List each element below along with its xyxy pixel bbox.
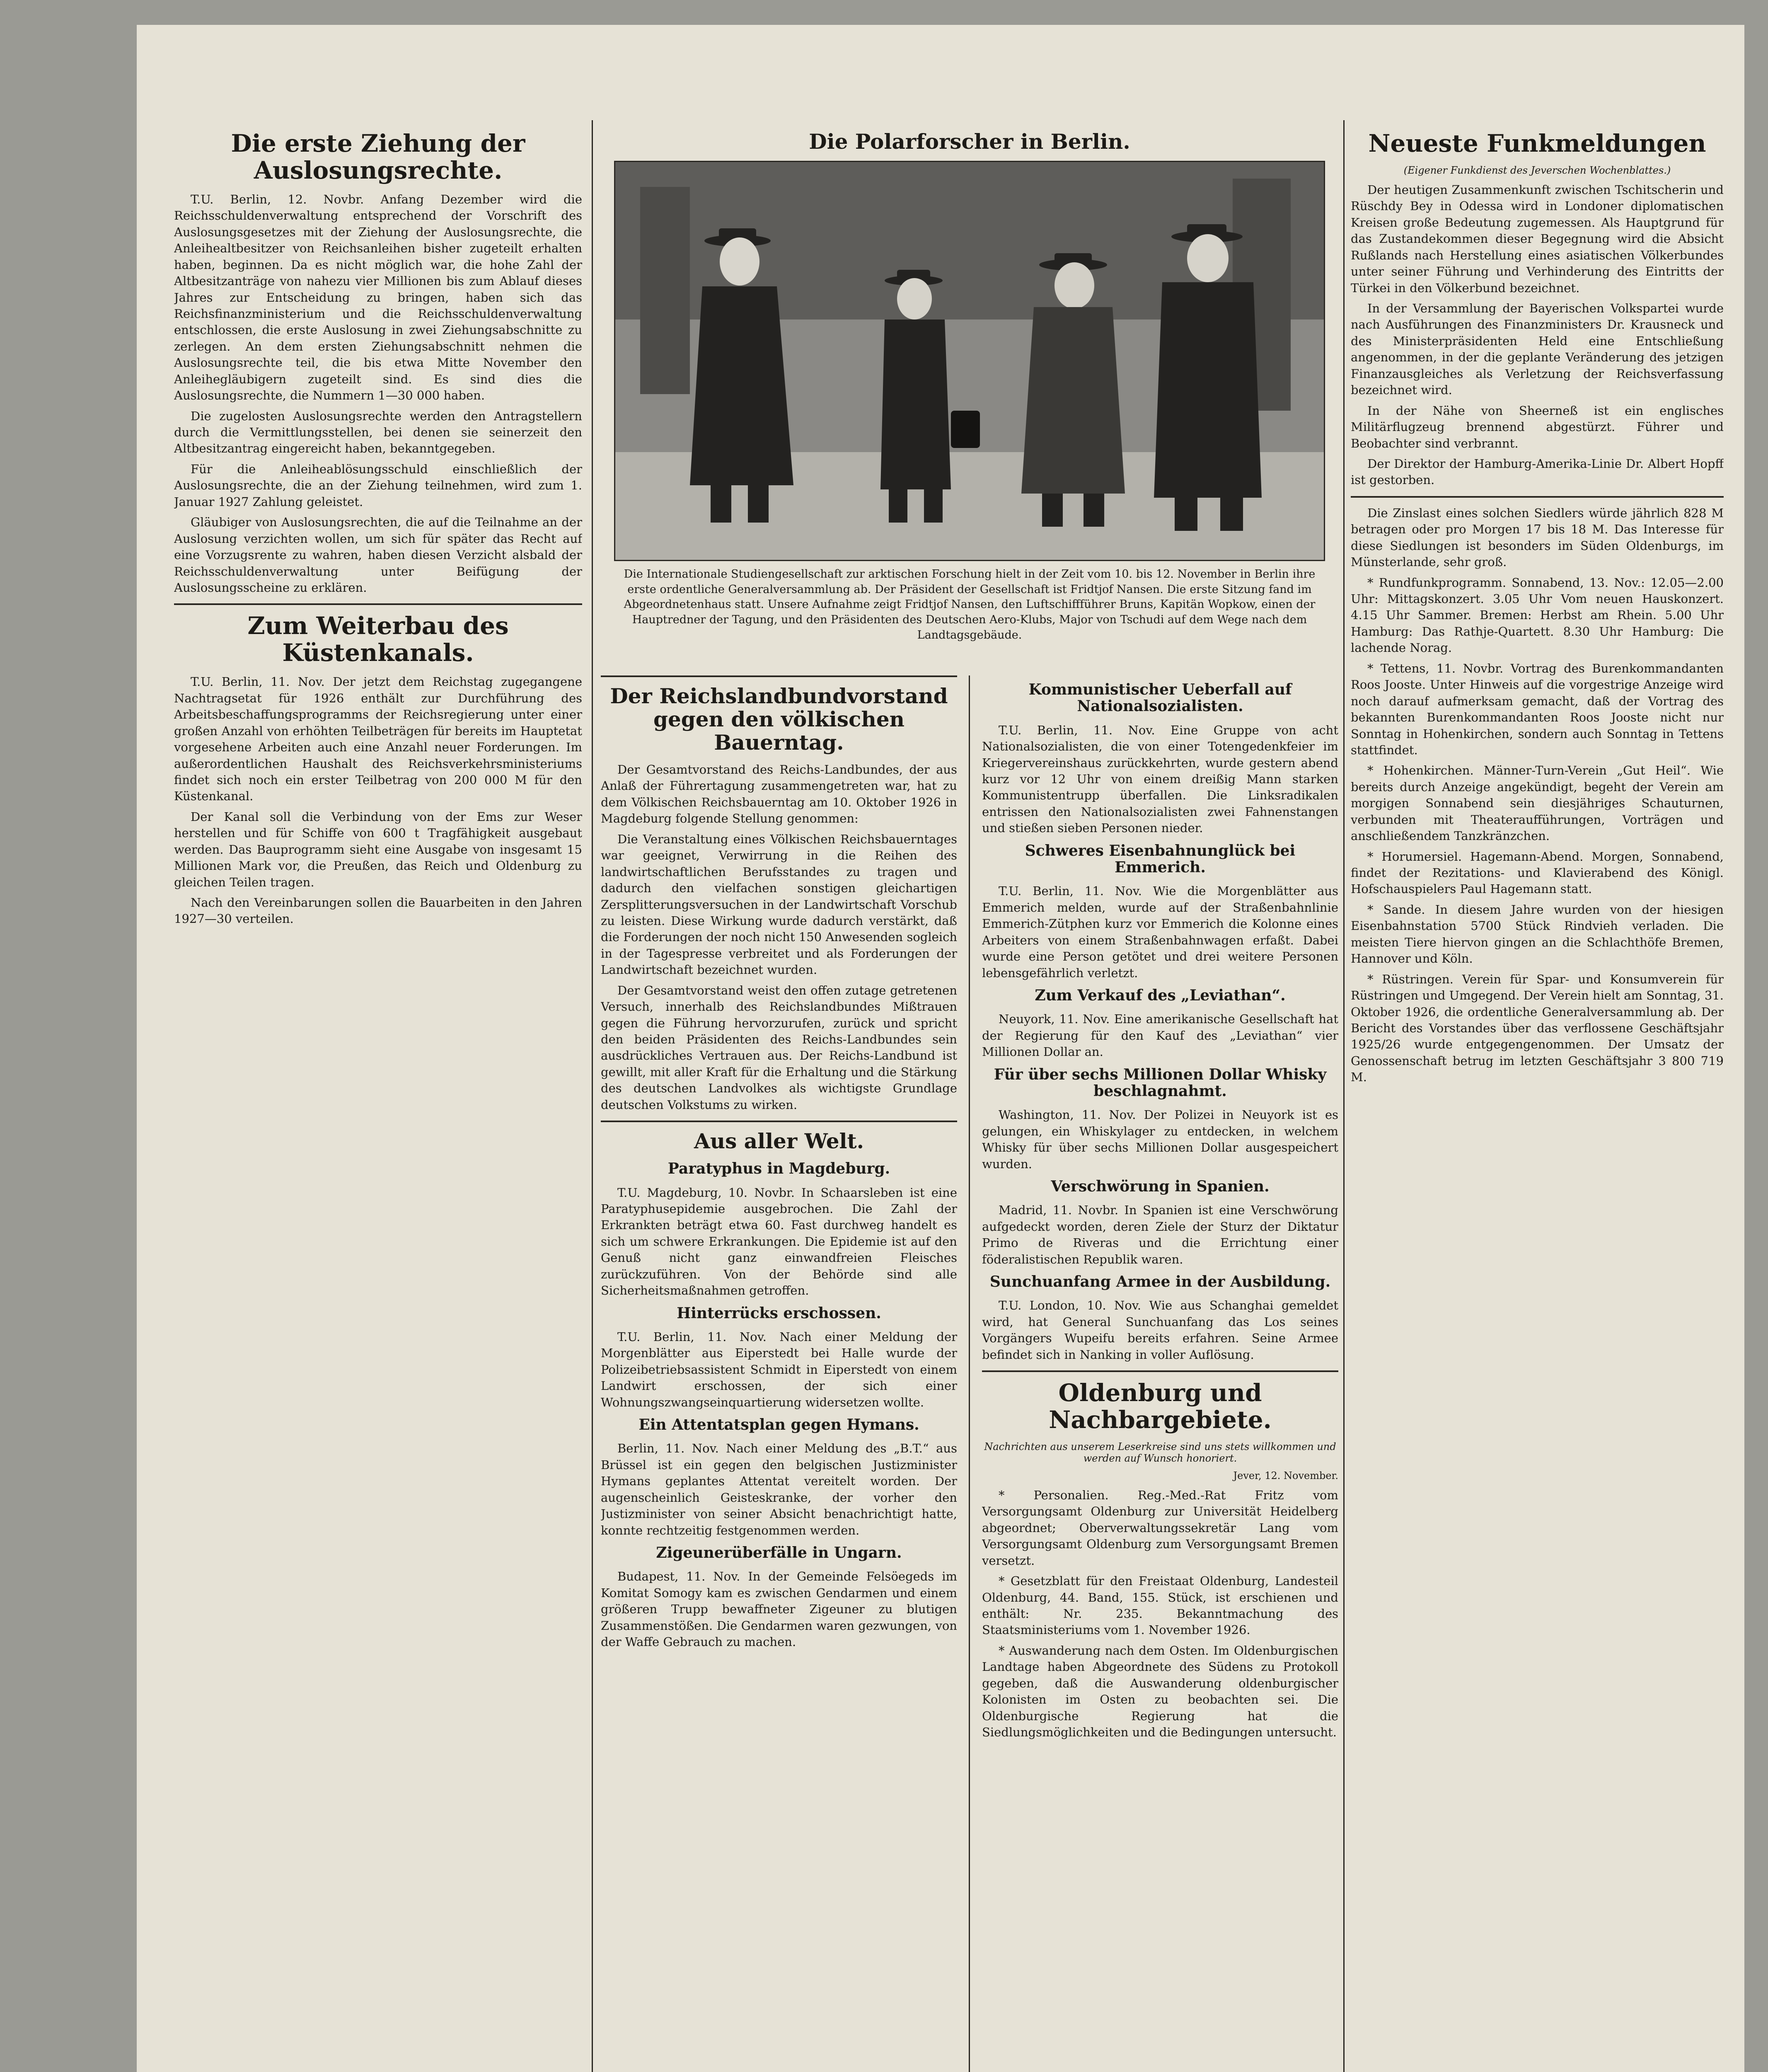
photo-illustration	[615, 162, 1324, 560]
article-paragraph: Die zugelosten Auslosungsrechte werden den Antragstellern durch die Vermittlungsstellen, bei denen sie seinerzeit den Altbesitzantrag eingereicht haben, bekanntgegeben.	[174, 409, 582, 456]
article-paragraph: T.U. Magdeburg, 10. Novbr. In Schaarsleben ist eine Paratyphusepidemie ausgebrochen. Die Zahl der Erkrankten beträgt etwa 60. Fast durchweg handelt es sich um schwere Erkrankungen. Die Epidemie ist auf den Genuß nicht ganz einwandfreien Fleisches zurückzuführen. Von der Behörde sind alle Sicherheitsmaßnahmen getroffen.	[601, 1185, 957, 1298]
subheadline: Hinterrücks erschossen.	[677, 1304, 881, 1322]
photo-title: Die Polarforscher in Berlin.	[809, 129, 1130, 154]
article-paragraph: T.U. Berlin, 11. Nov. Wie die Morgenblätter aus Emmerich melden, wurde auf der Straßenbahnlinie Emmerich-Zütphen kurz vor Emmerich die Kolonne eines Arbeiters von einem Straßenbahnwagen erfaßt. Dabei wurde eine Person getötet und drei weitere Personen lebensgefährlich verletzt.	[982, 884, 1338, 980]
subheadline: Sunchuanfang Armee in der Ausbildung.	[989, 1273, 1331, 1290]
middle-right-column	[982, 675, 1338, 2072]
headline-funkmeldungen: Neueste Funkmeldungen	[1368, 129, 1706, 157]
article-paragraph: * Horumersiel. Hagemann-Abend. Morgen, Sonnabend, findet der Rezitations- und Klavierabend des Königl. Hofschauspielers Paul Hagemann statt.	[1351, 849, 1724, 896]
headline-aus-aller-welt: Aus aller Welt.	[694, 1129, 864, 1154]
article-paragraph: Nach den Vereinbarungen sollen die Bauarbeiten in den Jahren 1927—30 verteilen.	[174, 896, 582, 926]
article-paragraph: In der Nähe von Sheerneß ist ein englisches Militärflugzeug brennend abgestürzt. Führer und Beobachter sind verbrannt.	[1351, 403, 1724, 450]
article-paragraph: * Tettens, 11. Novbr. Vortrag des Burenkommandanten Roos Jooste. Unter Hinweis auf die vorgestrige Anzeige wird noch darauf aufmerksam gemacht, daß der Vortrag des bekannten Burenkommandanten Roos Jooste nicht nur Sonntag in Hohenkirchen, sondern auch Sonntag in Tettens stattfindet.	[1351, 661, 1724, 757]
subheadline: Verschwörung in Spanien.	[1051, 1177, 1270, 1195]
article-paragraph: * Hohenkirchen. Männer-Turn-Verein „Gut Heil“. Wie bereits durch Anzeige angekündigt, begeht der Verein am morgigen Sonnabend sein diesjähriges Schauturnen, verbunden mit Theateraufführungen, Vorträgen und anschließendem Tanzkränzchen.	[1351, 763, 1724, 843]
divider	[1351, 496, 1724, 498]
article-paragraph: Der Direktor der Hamburg-Amerika-Linie Dr. Albert Hopff ist gestorben.	[1351, 456, 1724, 487]
subheadline: Schweres Eisenbahnunglück bei Emmerich.	[1025, 842, 1296, 876]
newspaper-page	[137, 25, 1744, 2072]
article-paragraph: T.U. Berlin, 11. Nov. Eine Gruppe von acht Nationalsozialisten, die von einer Totengedenkfeier im Kriegervereinshaus zurückkehrten, wurde gestern abend kurz vor 12 Uhr von einem dreißig Mann starken Kommunistentrupp überfallen. Die Linksradikalen entrissen den Nationalsozialisten zwei Fahnenstangen und stießen sieben Personen nieder.	[982, 723, 1338, 835]
subheadline: Kommunistischer Ueberfall auf Nationalsozialisten.	[1028, 681, 1292, 715]
divider	[601, 1121, 957, 1122]
column-rule	[969, 675, 970, 2072]
dateline: Jever, 12. November.	[1233, 1469, 1338, 1481]
article-paragraph: Die Veranstaltung eines Völkischen Reichsbauerntages war geeignet, Verwirrung in die Reihen des landwirtschaftlichen Berufsstandes zu tragen und dadurch den vielfachen sonstigen gleichartigen Zersplitterungsversuchen in der Landwirtschaft Vorschub zu leisten. Diese Wirkung wurde dadurch verstärkt, daß die Forderungen der noch nicht 150 Anwesenden sogleich in der Tagespresse verbreitet und als Forderungen der Landwirtschaft bezeichnet wurden.	[601, 832, 957, 977]
middle-columns	[601, 675, 1338, 2072]
column-rule	[592, 120, 593, 2072]
article-paragraph: Für die Anleiheablösungsschuld einschließlich der Auslosungsrechte, die an der Ziehung teilnehmen, wird zum 1. Januar 1927 Zahlung geleistet.	[174, 462, 582, 509]
headline-reichslandbund: Der Reichslandbundvorstand gegen den völkischen Bauerntag.	[610, 684, 948, 755]
subheadline: Zigeunerüberfälle in Ungarn.	[656, 1544, 902, 1561]
article-paragraph: Gläubiger von Auslosungsrechten, die auf die Teilnahme an der Auslosung verzichten wollen, um sich für später das Recht auf eine Vorzugsrente zu wahren, haben diesen Verzicht alsbald der Reichsschuldenverwaltung unter Beifügung der Auslosungsscheine zu erklären.	[174, 515, 582, 595]
article-paragraph: T.U. Berlin, 11. Nov. Der jetzt dem Reichstag zugegangene Nachtragsetat für 1926 enthält zur Durchführung des Arbeitsbeschaffungsprogramms der Reichsregierung unter einer großen Anzahl von erhöhten Teilbeträgen für bereits im Hauptetat vorgesehene Arbeiten auch eine Anzahl neuer Forderungen. Im außerordentlichen Haushalt des Reichsverkehrsministeriums findet sich noch ein erster Teilbetrag von 200 000 M für den Küstenkanal.	[174, 675, 582, 804]
article-paragraph: Der Gesamtvorstand des Reichs-Landbundes, der aus Anlaß der Führertagung zusammengetreten war, hat zu dem Völkischen Reichsbauerntag am 10. Oktober 1926 in Magdeburg folgende Stellung genommen:	[601, 762, 957, 826]
subheadline: Für über sechs Millionen Dollar Whisky beschlagnahmt.	[994, 1065, 1327, 1100]
subheadline: Paratyphus in Magdeburg.	[668, 1160, 890, 1178]
photo-polar-explorers	[614, 161, 1325, 561]
article-paragraph: * Gesetzblatt für den Freistaat Oldenburg, Landesteil Oldenburg, 44. Band, 155. Stück, ist erschienen und enthält: Nr. 235. Bekanntmachung des Staatsministeriums vom 1. November 1926.	[982, 1574, 1338, 1637]
article-paragraph: Der Gesamtvorstand weist den offen zutage getretenen Versuch, innerhalb des Reichslandbundes Mißtrauen gegen die Führung hervorzurufen, zurück und spricht den beiden Präsidenten des Reichs-Landbundes sein ausdrückliches Vertrauen aus. Der Reichs-Landbund ist gewillt, mit aller Kraft für die Erhaltung und die Stärkung des deutschen Landvolkes als wichtigste Grundlage deutschen Volkstums zu wirken.	[601, 983, 957, 1112]
photo-caption: Die Internationale Studiengesellschaft zur arktischen Forschung hielt in der Zeit vom 10. bis 12. November in Berlin ihre erste ordentliche Generalversammlung ab. Der Präsident der Gesellschaft ist Fridtjof Nansen. Die erste Sitzung fand im Abgeordnetenhaus statt. Unsere Aufnahme zeigt Fridtjof Nansen, den Luftschiffführer Bruns, Kapitän Wopkow, einen der Hauptredner der Tagung, und den Präsidenten des Deutschen Aero-Klubs, Major von Tschudi auf dem Wege nach dem Landtagsgebäude.	[624, 568, 1316, 641]
column-right	[1351, 124, 1724, 2072]
subheadline: Zum Verkauf des „Leviathan“.	[1035, 986, 1286, 1004]
photo-block	[601, 124, 1338, 643]
column-left	[174, 124, 582, 2072]
divider	[982, 1370, 1338, 1372]
article-paragraph: In der Versammlung der Bayerischen Volkspartei wurde nach Ausführungen des Finanzministers Dr. Krausneck und des Ministerpräsidenten Held eine Entschließung angenommen, in der die geplante Veränderung des jetzigen Finanzausgleiches als Verletzung der Reichsverfassung bezeichnet wird.	[1351, 301, 1724, 397]
headline-oldenburg: Oldenburg und Nachbargebiete.	[1049, 1379, 1272, 1434]
article-paragraph: * Auswanderung nach dem Osten. Im Oldenburgischen Landtage haben Abgeordnete des Südens zu Protokoll gegeben, daß die Auswanderung oldenburgischer Kolonisten im Osten zu beobachten sei. Die Oldenburgische Regierung hat die Siedlungsmöglichkeiten und die Bedingungen untersucht.	[982, 1643, 1338, 1740]
headline-kuestenkanal: Zum Weiterbau des Küstenkanals.	[247, 612, 509, 667]
column-rule	[1343, 120, 1345, 2072]
article-paragraph: T.U. London, 10. Nov. Wie aus Schanghai gemeldet wird, hat General Sunchuanfang das Los seines Vorgängers Wupeifu bereits erfahren. Seine Armee befindet sich in Nanking in voller Auflösung.	[982, 1298, 1338, 1362]
article-paragraph: Die Zinslast eines solchen Siedlers würde jährlich 828 M betragen oder pro Morgen 17 bis 18 M. Das Interesse für diese Siedlungen ist besonders im Süden Oldenburgs, im Münsterlande, sehr groß.	[1351, 506, 1724, 569]
article-paragraph: * Rüstringen. Verein für Spar- und Konsumverein für Rüstringen und Umgegend. Der Verein hielt am Sonntag, 31. Oktober 1926, die ordentliche Generalversammlung ab. Der Bericht des Vorstandes über das verflossene Geschäftsjahr 1925/26 wurde entgegengenommen. Der Umsatz der Genossenschaft betrug im letzten Geschäftsjahr 3 800 719 M.	[1351, 972, 1724, 1084]
column-middle	[601, 124, 1338, 2072]
headline-auslosungsrechte: Die erste Ziehung der Auslosungsrechte.	[231, 129, 525, 184]
article-paragraph: Washington, 11. Nov. Der Polizei in Neuyork ist es gelungen, ein Whiskylager zu entdecken, in welchem Whisky für über sechs Millionen Dollar ausgespeichert wurden.	[982, 1108, 1338, 1171]
divider	[601, 675, 957, 677]
article-paragraph: * Rundfunkprogramm. Sonnabend, 13. Nov.: 12.05—2.00 Uhr: Mittagskonzert. 3.05 Uhr Vom neuen Hauskonzert. 4.15 Uhr Sammer. Bremen: Herbst am Rhein. 5.00 Uhr Hamburg: Das Rathje-Quartett. 8.30 Uhr Hamburg: Die lachende Norag.	[1351, 575, 1724, 655]
article-paragraph: Der Kanal soll die Verbindung von der Ems zur Weser herstellen und für Schiffe von 600 t Tragfähigkeit ausgebaut werden. Das Bauprogramm sieht eine Ausgabe von insgesamt 15 Millionen Mark vor, die Preußen, das Reich und Oldenburg zu gleichen Teilen tragen.	[174, 809, 582, 889]
article-paragraph: * Sande. In diesem Jahre wurden von der hiesigen Eisenbahnstation 5700 Stück Rindvieh verladen. Die meisten Tiere hiervon gingen an die Schlachthöfe Bremen, Hannover und Köln.	[1351, 902, 1724, 966]
article-paragraph: Berlin, 11. Nov. Nach einer Meldung des „B.T.“ aus Brüssel ist ein gegen den belgischen Justizminister Hymans geplantes Attentat vereitelt worden. Der augenscheinlich Geisteskranke, der vorher den Justizminister von seiner Absicht benachrichtigt hatte, konnte rechtzeitig festgenommen werden.	[601, 1441, 957, 1537]
article-paragraph: Budapest, 11. Nov. In der Gemeinde Felsöegeds im Komitat Somogy kam es zwischen Gendarmen und einem größeren Trupp bewaffneter Zigeuner zu blutigen Zusammenstößen. Die Gendarmen waren gezwungen, von der Waffe Gebrauch zu machen.	[601, 1569, 957, 1649]
article-paragraph: * Personalien. Reg.-Med.-Rat Fritz vom Versorgungsamt Oldenburg zur Universität Heidelberg abgeordnet; Oberverwaltungssekretär Lang vom Versorgungsamt Oldenburg zum Versorgungsamt Bremen versetzt.	[982, 1488, 1338, 1568]
article-paragraph: Madrid, 11. Novbr. In Spanien ist eine Verschwörung aufgedeckt worden, deren Ziele der Sturz der Diktatur Primo de Riveras und die Errichtung einer föderalistischen Republik waren.	[982, 1203, 1338, 1266]
reader-note: Nachrichten aus unserem Leserkreise sind uns stets willkommen und werden auf Wunsch honoriert.	[984, 1440, 1336, 1464]
article-paragraph: Neuyork, 11. Nov. Eine amerikanische Gesellschaft hat der Regierung für den Kauf des „Leviathan“ vier Millionen Dollar an.	[982, 1012, 1338, 1059]
divider	[174, 603, 582, 605]
article-paragraph: T.U. Berlin, 11. Nov. Nach einer Meldung der Morgenblätter aus Eiperstedt bei Halle wurde der Polizeibetriebsassistent Schmidt in Eiperstedt von einem Landwirt erschossen, der sich einer Wohnungszwangseinquartierung widersetzen wollte.	[601, 1329, 957, 1409]
middle-left-column	[601, 675, 957, 2072]
article-paragraph: T.U. Berlin, 12. Novbr. Anfang Dezember wird die Reichsschuldenverwaltung entsprechend der Vorschrift des Auslosungsgesetzes mit der Ziehung der Auslosungsrechte, die Anleihealtbesitzer von Reichsanleihen bisher zugeteilt erhalten haben, beginnen. Da es nicht möglich war, die hohe Zahl der Altbesitzanträge von nahezu vier Millionen bis zum Ablauf dieses Jahres zur Entscheidung zu bringen, haben sich das Reichsfinanzministerium und die Reichsschuldenverwaltung entschlossen, die erste Auslosung in zwei Ziehungsabschnitte zu zerlegen. An dem ersten Ziehungsabschnitt nehmen die Auslosungsrechte teil, die bis etwa Mitte November den Anleihegläubigern zugeteilt sind. Es sind dies die Auslosungsrechte, die Nummern 1—30 000 haben.	[174, 192, 582, 403]
subheadline: Ein Attentatsplan gegen Hymans.	[639, 1416, 919, 1434]
funk-subtitle: (Eigener Funkdienst des Jeverschen Wochenblattes.)	[1403, 164, 1671, 176]
article-paragraph: Der heutigen Zusammenkunft zwischen Tschitscherin und Rüschdy Bey in Odessa wird in Londoner diplomatischen Kreisen große Bedeutung zugemessen. Als Hauptgrund für das Zustandekommen dieser Begegnung wird die Absicht Rußlands nach Herstellung eines asiatischen Völkerbundes unter seiner Führung und Verhinderung des Eintritts der Türkei in den Völkerbund bezeichnet.	[1351, 182, 1724, 295]
